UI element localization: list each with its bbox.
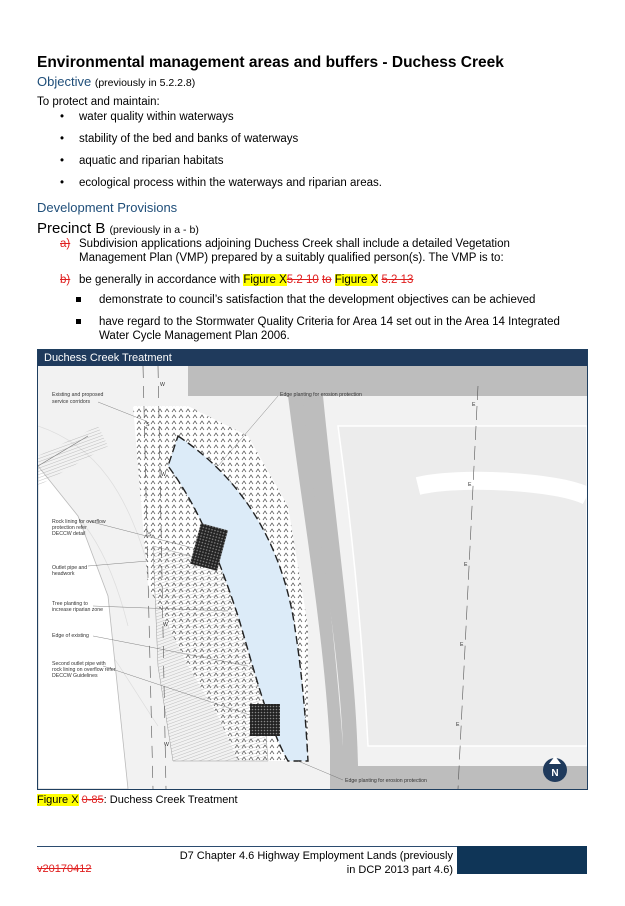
sub-item: demonstrate to council’s satisfaction that the development objectives can be achieved bbox=[99, 294, 536, 306]
figure-ref: Figure X bbox=[334, 274, 379, 286]
precinct-label: Precinct B bbox=[37, 220, 106, 237]
svg-text:E: E bbox=[456, 722, 460, 728]
rock-lining-bottom bbox=[250, 704, 280, 736]
item-b-marker: b) bbox=[60, 274, 71, 286]
figure-ref: Figure X bbox=[243, 274, 287, 286]
svg-text:E: E bbox=[472, 402, 476, 408]
precinct-heading bbox=[37, 220, 199, 237]
sub-item: have regard to the Stormwater Quality Criteria for Area 14 set out in the Area 14 Integrated Water Cycle Management Plan 2006. bbox=[99, 316, 560, 342]
svg-text:service corridors: service corridors bbox=[52, 399, 91, 405]
svg-text:Tree planting to: Tree planting to bbox=[52, 601, 88, 607]
figure-panel bbox=[37, 349, 588, 790]
deleted-ref: 5.2 10 bbox=[286, 274, 319, 286]
item-a-marker: a) bbox=[60, 238, 71, 250]
intro-text: To protect and maintain: bbox=[37, 96, 160, 108]
item-b-text: be generally in accordance with Figure X5.2 10 to Figure X 5.2 13 bbox=[79, 274, 414, 286]
svg-text:Second outlet pipe with: Second outlet pipe with bbox=[52, 661, 106, 667]
svg-text:Existing and proposed: Existing and proposed bbox=[52, 392, 104, 398]
site-plan bbox=[38, 366, 587, 789]
svg-text:S: S bbox=[146, 422, 150, 428]
svg-text:DECCW detail: DECCW detail bbox=[52, 531, 86, 537]
bullet-icon: • bbox=[60, 111, 65, 123]
svg-text:N: N bbox=[551, 768, 559, 779]
square-bullet-icon bbox=[76, 297, 81, 302]
svg-text:E: E bbox=[468, 482, 472, 488]
svg-text:Edge planting for erosion prot: Edge planting for erosion protection bbox=[345, 778, 427, 784]
svg-text:E: E bbox=[464, 562, 468, 568]
footer-text: D7 Chapter 4.6 Highway Employment Lands (previously in DCP 2013 part 4.6) bbox=[179, 850, 453, 876]
footer-block bbox=[457, 846, 587, 874]
objective-heading bbox=[37, 74, 195, 89]
svg-text:Outlet pipe and: Outlet pipe and bbox=[52, 565, 88, 571]
svg-text:Edge planting for erosion prot: Edge planting for erosion protection bbox=[280, 392, 362, 398]
svg-text:protection refer: protection refer bbox=[52, 525, 87, 531]
svg-text:W: W bbox=[163, 622, 168, 628]
svg-text:increase riparian zone: increase riparian zone bbox=[52, 607, 104, 613]
provisions-heading: Development Provisions bbox=[37, 200, 178, 215]
figure-title: Duchess Creek Treatment bbox=[38, 350, 587, 366]
figure-caption: Figure X 0-85: Duchess Creek Treatment bbox=[37, 794, 238, 806]
square-bullet-icon bbox=[76, 319, 81, 324]
page-heading: Environmental management areas and buffers - Duchess Creek bbox=[37, 54, 504, 71]
bullet-icon: • bbox=[60, 133, 65, 145]
svg-text:W: W bbox=[161, 472, 166, 478]
svg-text:Rock lining for overflow: Rock lining for overflow bbox=[52, 519, 106, 525]
objective-label: Objective bbox=[37, 74, 92, 89]
svg-text:W: W bbox=[164, 742, 169, 748]
svg-text:E: E bbox=[460, 642, 464, 648]
precinct-note: (previously in a - b) bbox=[109, 224, 199, 236]
item-a-text: Subdivision applications adjoining Duchess Creek shall include a detailed Vegetation Management Plan (VMP) prepared by a suitably qualified person(s). The VMP is to: bbox=[79, 238, 510, 264]
bullet-icon: • bbox=[60, 155, 65, 167]
bullet-icon: • bbox=[60, 177, 65, 189]
svg-text:W: W bbox=[160, 382, 165, 388]
objective-note: (previously in 5.2.2.8) bbox=[94, 77, 196, 89]
deleted-ref: 5.2 13 bbox=[381, 274, 414, 286]
svg-text:DECCW Guidelines: DECCW Guidelines bbox=[52, 673, 98, 679]
svg-text:S: S bbox=[148, 532, 152, 538]
footer-version: v20170412 bbox=[37, 863, 92, 875]
svg-text:Edge of existing: Edge of existing bbox=[52, 633, 89, 639]
svg-text:rock lining on overflow refer: rock lining on overflow refer bbox=[52, 667, 116, 673]
svg-text:headwork: headwork bbox=[52, 571, 75, 577]
